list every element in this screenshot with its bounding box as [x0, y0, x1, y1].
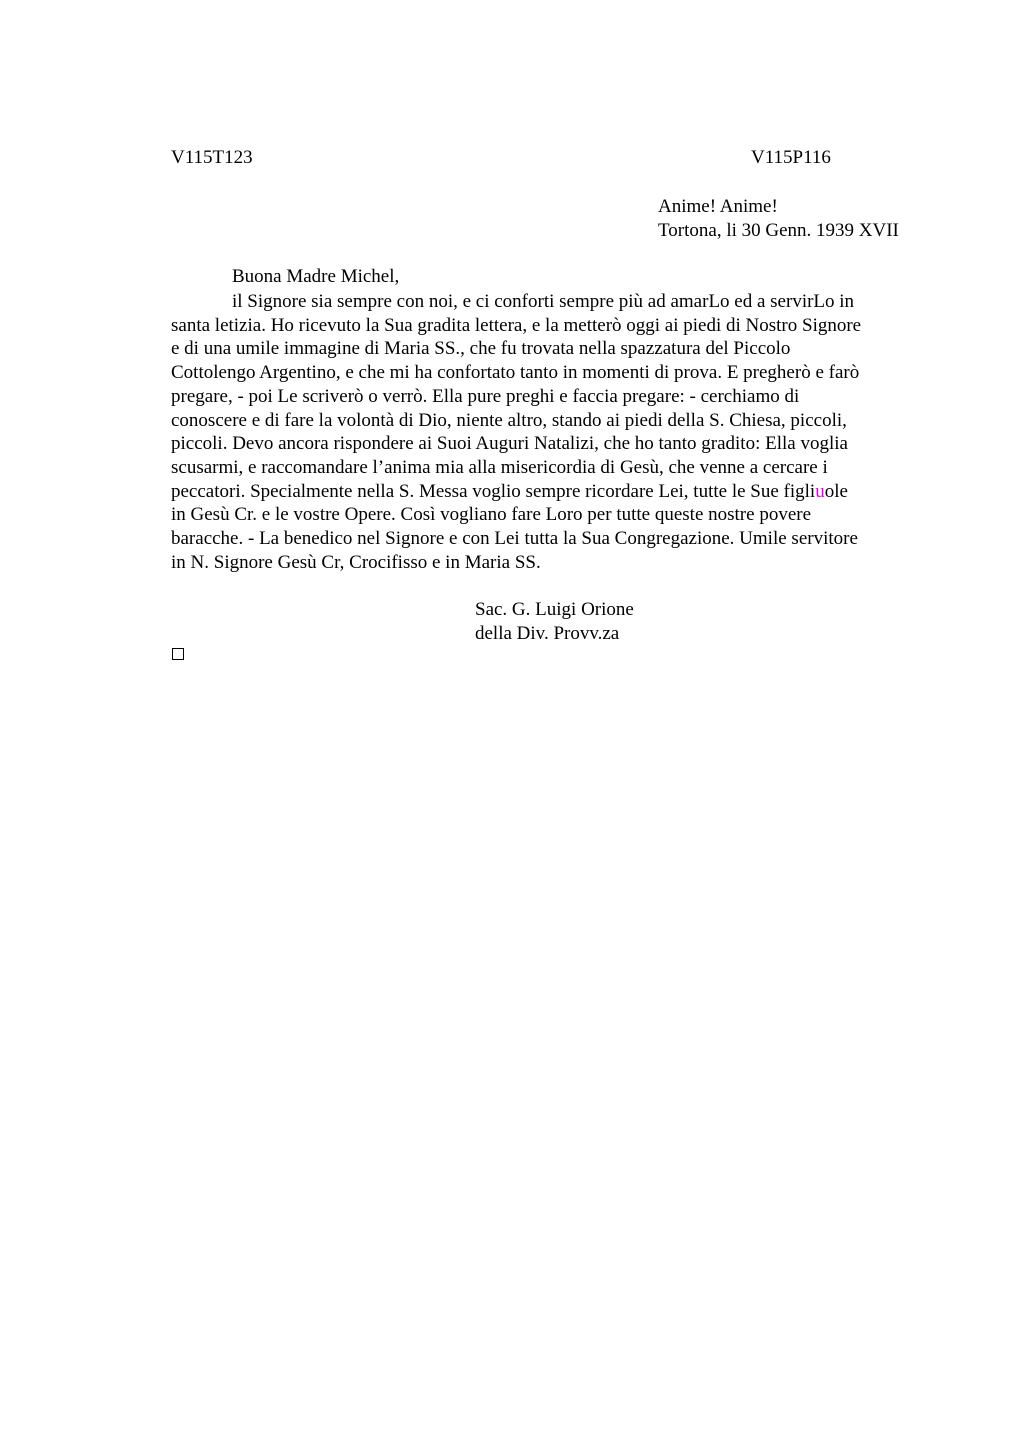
checkbox-square-icon	[172, 648, 184, 660]
body-line-text: peccatori. Specialmente nella S. Messa voglio sempre ricordare Lei, tutte le Sue figli	[171, 480, 816, 502]
body-line: baracche. - La benedico nel Signore e con Lei tutta la Sua Congregazione. Umile servitore	[171, 528, 858, 550]
header-motto: Anime! Anime!	[658, 196, 778, 217]
body-line: Cottolengo Argentino, e che mi ha confortato tanto in momenti di prova. E pregherò e farò	[171, 362, 860, 384]
highlighted-letter: u	[815, 480, 825, 502]
letter-header	[658, 195, 899, 243]
signature-title: della Div. Provv.za	[475, 623, 620, 644]
body-line-text: ole	[824, 480, 848, 502]
body-line: piccoli. Devo ancora rispondere ai Suoi Auguri Natalizi, che ho tanto gradito: Ella voglia	[171, 433, 848, 455]
body-line: conoscere e di fare la volontà di Dio, niente altro, stando ai piedi della S. Chiesa, piccoli,	[171, 409, 847, 431]
body-line: e di una umile immagine di Maria SS., che fu trovata nella spazzatura del Piccolo	[171, 338, 791, 360]
body-line: pregare, - poi Le scriverò o verrò. Ella pure preghi e faccia pregare: - cerchiamo di	[171, 385, 800, 407]
body-line: in N. Signore Gesù Cr, Crocifisso e in Maria SS.	[171, 551, 541, 573]
body-line: in Gesù Cr. e le vostre Opere. Così vogliano fare Loro per tutte queste nostre povere	[171, 504, 812, 526]
document-code-right: V115P116	[751, 147, 831, 168]
signature-name: Sac. G. Luigi Orione	[475, 599, 634, 620]
letter-body	[171, 290, 931, 574]
salutation: Buona Madre Michel,	[232, 266, 400, 287]
header-place-date: Tortona, li 30 Genn. 1939 XVII	[658, 220, 899, 241]
signature-block	[475, 598, 634, 646]
body-line: il Signore sia sempre con noi, e ci conforti sempre più ad amarLo ed a servirLo in	[232, 291, 855, 312]
body-line: scusarmi, e raccomandare l’anima mia alla misericordia di Gesù, che venne a cercare i	[171, 456, 828, 478]
body-line	[171, 480, 931, 504]
body-line: santa letizia. Ho ricevuto la Sua gradita lettera, e la metterò oggi ai piedi di Nostro Signore	[171, 314, 862, 336]
document-code-left: V115T123	[171, 147, 253, 168]
